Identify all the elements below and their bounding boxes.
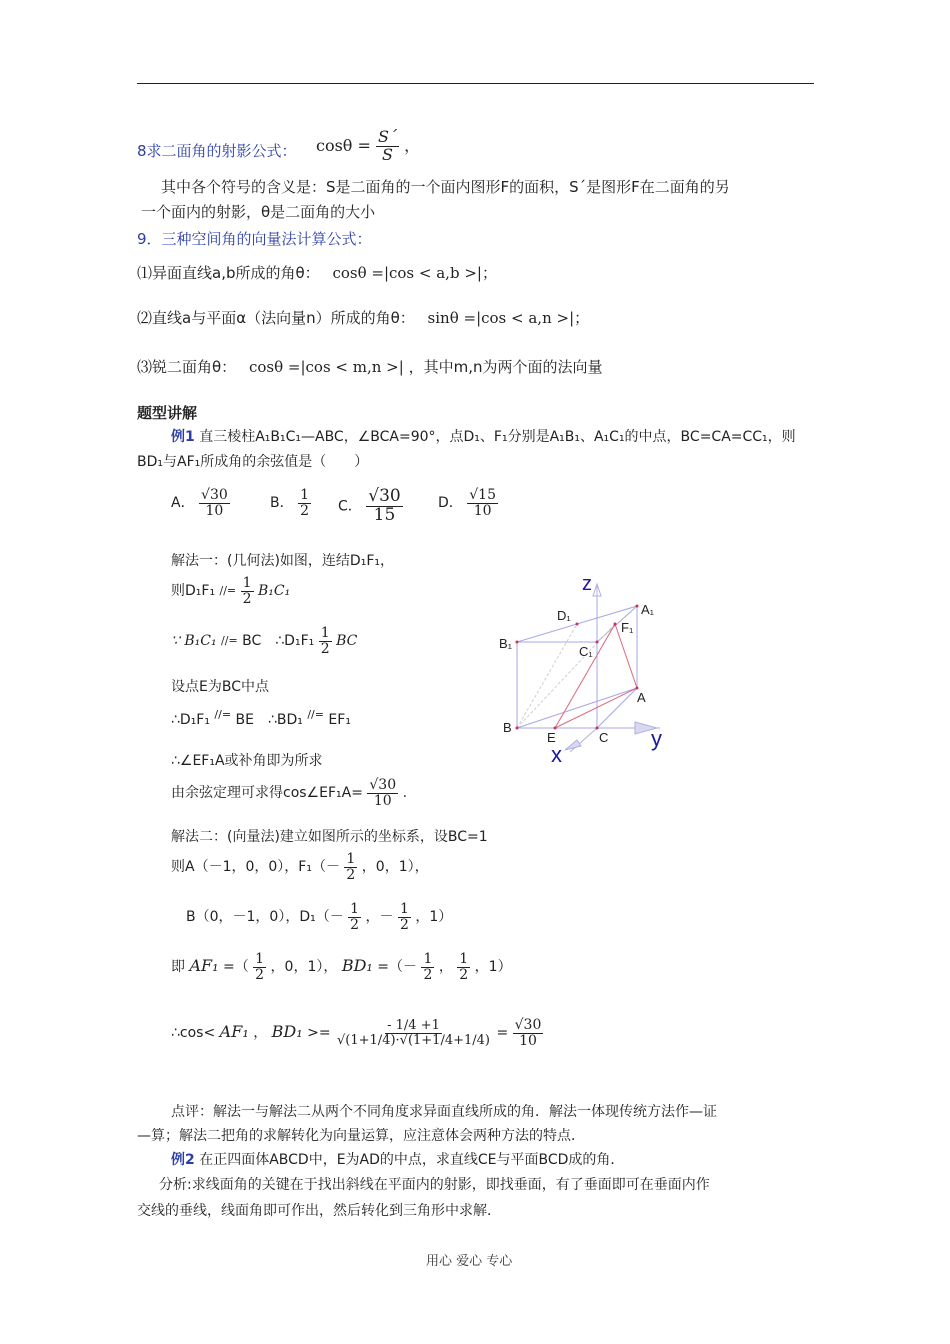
label-c1: C₁	[579, 644, 593, 659]
sol2-l3	[186, 902, 452, 932]
sol2-l1: 解法二：(向量法)建立如图所示的坐标系，设BC=1	[171, 829, 488, 845]
red-lines	[555, 624, 637, 728]
option-a-den: 10	[205, 502, 224, 519]
label-b: B	[503, 720, 512, 735]
sol2-l5-den: √(1+1/4)·√(1+1/4+1/4)	[337, 1032, 490, 1048]
sec8-tail: ，	[404, 135, 421, 155]
option-d-den: 10	[473, 502, 492, 519]
x-arrow-icon	[565, 740, 581, 750]
sol2-l2	[171, 852, 429, 882]
sol1-l7-tail: .	[402, 785, 408, 802]
option-c-num: √30	[368, 486, 401, 506]
option-c-label: C．	[338, 498, 362, 515]
half-den: 2	[350, 916, 360, 933]
sol1-l6: ∴∠EF₁A或补角即为所求	[171, 753, 323, 769]
ex1-text: 直三棱柱A₁B₁C₁—ABC，∠BCA=90°，点D₁、F₁分别是A₁B₁、A₁C₁的中点，BC=CA=CC₁，则	[199, 429, 796, 445]
sol1-l3-den: 2	[320, 640, 330, 657]
sol2-l4-e: ，	[438, 959, 453, 976]
ex1-line2: BD₁与AF₁所成角的余弦值是（ ）	[137, 454, 369, 470]
half-num: 1	[255, 951, 265, 967]
label-x: x	[551, 742, 562, 767]
sol1-l3-a: ∵ B₁C₁	[171, 633, 217, 650]
sol1-l7-den: 10	[373, 792, 392, 809]
half-den: 2	[400, 916, 409, 933]
sol2-l4-f: ，1）	[474, 959, 512, 976]
sec9-item3-tail: ，其中m,n为两个面的法向量	[408, 358, 603, 376]
ex2-label: 例2	[171, 1152, 195, 1168]
sol1-l2-den: 2	[242, 590, 252, 607]
sol1-l2-prefix: 则D₁F₁	[171, 583, 216, 600]
sol2-l5-sep: ，	[253, 1025, 268, 1042]
sol1-l3-num: 1	[320, 625, 330, 641]
option-d-num: √15	[469, 487, 496, 503]
sol1-l3-b: BC ∴D₁F₁	[242, 633, 315, 650]
sol1-l5-c: EF₁	[328, 712, 351, 728]
sec8-den: S	[382, 144, 393, 164]
sol2-l5-b: >=	[307, 1025, 331, 1042]
option-b-den: 2	[300, 502, 309, 519]
label-z: z	[582, 573, 592, 595]
label-b1: B₁	[499, 636, 513, 651]
sol2-l3-text: B（0，－1，0），D₁（－	[186, 909, 344, 926]
comment-l2: —算；解法二把角的求解转化为向量运算，应注意体会两种方法的特点．	[137, 1128, 585, 1144]
comment-l1: 点评：解法一与解法二从两个不同角度求异面直线所成的角．解法一体现传统方法作—证	[171, 1104, 717, 1120]
sec8-line2: 其中各个符号的含义是：S是二面角的一个面内图形F的面积，S´是图形F在二面角的另	[161, 178, 730, 196]
half-num: 1	[350, 901, 360, 917]
sec8-label: 8求二面角的射影公式：	[137, 142, 297, 160]
label-a1: A₁	[641, 602, 655, 617]
sol2-l5-r-num: √30	[514, 1017, 542, 1033]
hidden-edges	[517, 624, 615, 728]
sol2-l5-num: - 1/4 +1	[387, 1018, 440, 1034]
ex1-option-a	[171, 488, 230, 518]
half-num: 1	[400, 901, 409, 917]
sec8-line3: 一个面内的射影，θ是二面角的大小	[141, 203, 376, 221]
sec9-item3-formula: cosθ =|cos < m,n >|	[248, 358, 404, 376]
x-axis	[570, 728, 597, 752]
ex1-option-d	[438, 488, 498, 518]
ex2-text: 在正四面体ABCD中，E为AD的中点，求直线CE与平面BCD成的角．	[199, 1152, 625, 1168]
sol2-l4-b: =（	[222, 959, 249, 976]
ex2-line2: 分析:求线面角的关键在于找出斜线在平面内的射影，即找垂面，有了垂面即可在垂面内作	[159, 1177, 710, 1193]
sec9-item2-formula: sinθ =|cos < a,n >|；	[427, 309, 590, 327]
sec9-item3-text: ⑶锐二面角θ：	[137, 358, 237, 376]
ex2-line1	[171, 1149, 624, 1169]
sol2-l4-d: =（－	[377, 959, 418, 976]
sol2-l5	[171, 1018, 543, 1048]
ex1-option-b	[270, 488, 311, 518]
sol1-l7-text: 由余弦定理可求得cos∠EF₁A=	[171, 785, 363, 802]
equal-parallel-symbol: //=	[214, 708, 232, 721]
sec9-label: 9．三种空间角的向量法计算公式：	[137, 230, 372, 248]
vector-bd1-2: BD₁	[271, 1022, 303, 1042]
label-a: A	[637, 690, 646, 705]
sec8-formula	[316, 129, 420, 164]
sol1-l3	[171, 626, 357, 656]
half-den: 2	[459, 966, 469, 983]
sol2-l5-eq: =	[496, 1025, 509, 1042]
sol1-l3-rel: //=	[221, 634, 238, 648]
sec9-item2-text: ⑵直线a与平面α（法向量n）所成的角θ：	[137, 309, 415, 327]
half-den: 2	[255, 966, 265, 983]
half-num: 1	[423, 951, 433, 967]
sec9-item2	[137, 307, 589, 328]
sol2-l2-text: 则A（－1，0，0），F₁（－	[171, 859, 340, 876]
sol1-l5-b: BE ∴BD₁	[235, 712, 303, 728]
sec9-item1	[137, 262, 497, 283]
sec8-formula-lhs: cosθ =	[316, 135, 371, 155]
half-num: 1	[459, 951, 469, 967]
sol1-l7-num: √30	[369, 777, 397, 793]
option-c-den: 15	[373, 504, 396, 525]
label-y: y	[651, 726, 662, 751]
prism-figure	[495, 568, 695, 768]
option-d-label: D．	[438, 495, 463, 512]
sec9-item1-text: ⑴异面直线a,b所成的角θ：	[137, 264, 320, 282]
sol2-l5-a: ∴cos<	[171, 1025, 216, 1042]
ex1-line1	[171, 426, 796, 446]
sol1-l4: 设点E为BC中点	[171, 679, 269, 695]
ex1-option-c	[338, 488, 403, 525]
option-a-label: A．	[171, 495, 195, 512]
sol1-l5	[171, 708, 351, 729]
sol1-l1: 解法一：(几何法)如图，连结D₁F₁，	[171, 553, 394, 569]
ex2-line3: 交线的垂线，线面角即可作出，然后转化到三角形中求解．	[137, 1203, 501, 1219]
sol1-l2-tail: B₁C₁	[257, 583, 291, 600]
half-den: 2	[423, 966, 433, 983]
footer: 用心 爱心 专心	[426, 1254, 513, 1269]
sol1-l7	[171, 778, 407, 808]
option-a-num: √30	[201, 487, 228, 503]
label-e: E	[547, 730, 556, 745]
sec8-num: S´	[378, 127, 397, 146]
equal-parallel-symbol-2: //=	[307, 708, 324, 721]
sol1-l2	[171, 576, 290, 606]
half-den: 2	[346, 866, 356, 883]
sol1-l2-num: 1	[242, 575, 252, 591]
vector-af1: AF₁	[189, 956, 219, 976]
sol2-l4-a: 即	[171, 959, 185, 976]
vector-af1-2: AF₁	[219, 1022, 249, 1042]
sol2-l4-c: ，0，1），	[270, 959, 338, 976]
sol2-l2-tail: ，0，1），	[361, 859, 429, 876]
sol2-l3-mid: ，－	[365, 909, 394, 926]
option-b-num: 1	[300, 487, 309, 503]
label-f1: F₁	[621, 620, 634, 635]
sol2-l5-r-den: 10	[519, 1032, 537, 1049]
option-b-label: B．	[270, 495, 294, 512]
section-title: 题型讲解	[137, 404, 198, 422]
header-rule	[137, 83, 814, 84]
label-d1: D₁	[557, 608, 571, 623]
sol1-l2-rel: //=	[219, 584, 237, 598]
sec9-item1-formula: cosθ =|cos < a,b >|；	[332, 264, 497, 282]
label-c: C	[599, 730, 609, 745]
vector-bd1: BD₁	[341, 956, 373, 976]
sol2-l4	[171, 952, 512, 982]
half-num: 1	[346, 851, 356, 867]
sol1-l3-tail: BC	[336, 633, 358, 650]
sec9-item3	[137, 356, 602, 377]
ex1-label: 例1	[171, 429, 195, 445]
sol1-l5-a: ∴D₁F₁	[171, 712, 210, 728]
sol2-l3-tail: ，1）	[415, 909, 453, 926]
